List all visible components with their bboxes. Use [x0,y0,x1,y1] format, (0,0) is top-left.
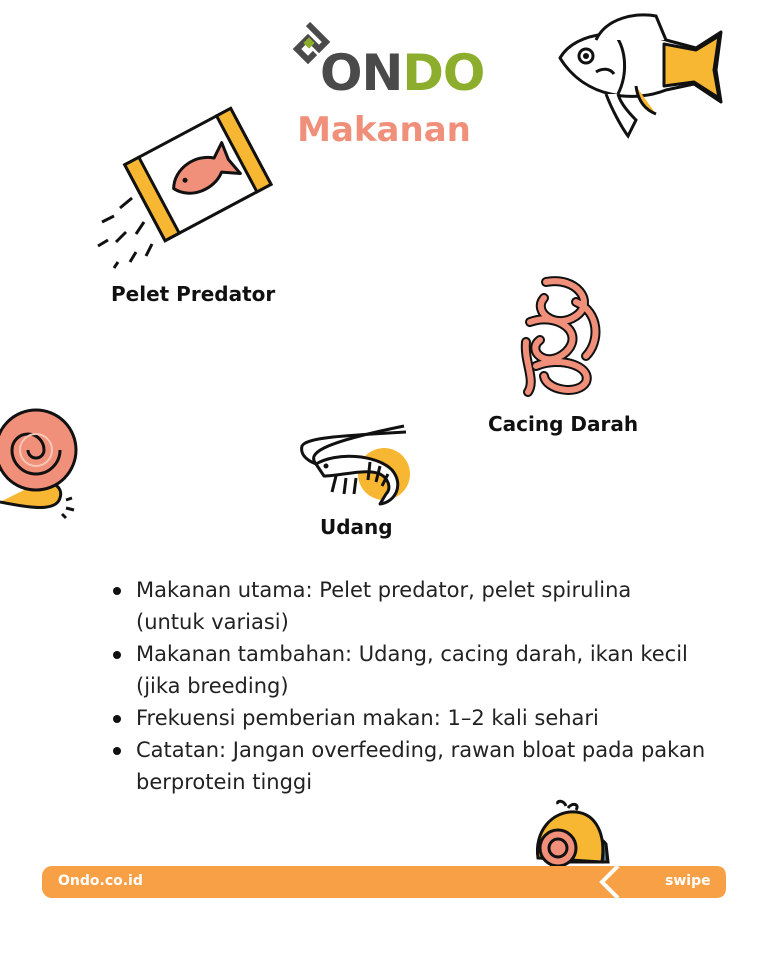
list-item: Catatan: Jangan overfeeding, rawan bloat pada pakan berprotein tinggi [106,734,706,798]
website-link[interactable]: Ondo.co.id [58,873,143,889]
brand-wordmark [320,44,485,102]
feeding-notes-list [106,574,706,798]
small-snail-icon [528,798,612,868]
bloodworm-icon [516,272,608,400]
shrimp-icon [296,424,416,510]
food-label-cacing: Cacing Darah [488,412,639,436]
section-title: Makanan [297,110,471,150]
food-label-pelet: Pelet Predator [111,282,276,306]
list-item: Makanan utama: Pelet predator, pelet spirulina (untuk variasi) [106,574,706,638]
list-item: Makanan tambahan: Udang, cacing darah, ikan kecil (jika breeding) [106,638,706,702]
fish-illustration-icon [556,10,726,140]
list-item: Frekuensi pemberian makan: 1–2 kali sehari [106,702,706,734]
brand-name-part1: ON [320,44,403,102]
snail-icon [0,402,82,520]
pellet-bag-icon [88,104,278,270]
brand-logo [288,22,488,100]
swipe-button[interactable]: swipe [665,873,711,889]
food-label-udang: Udang [320,515,393,539]
brand-name-part2: DO [402,44,485,102]
